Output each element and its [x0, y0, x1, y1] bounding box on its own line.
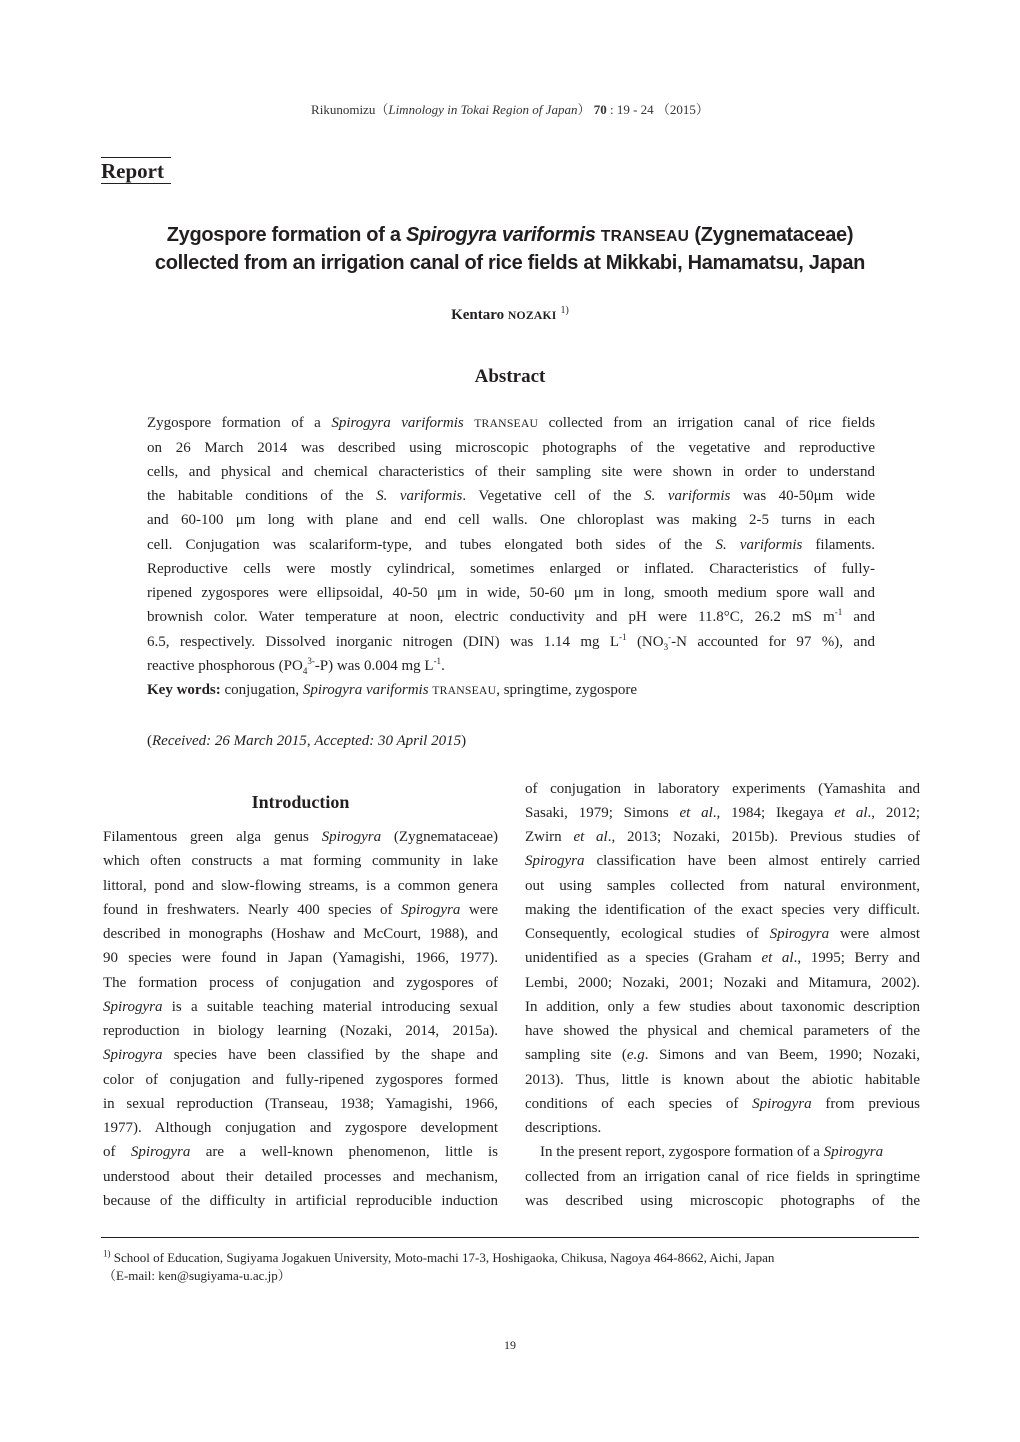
abstract-line: 6.5, respectively. Dissolved inorganic nitrogen (DIN) was 1.14 mg $L^{-1}$ ($NO_3^--N$ accounted for 97 %), and: [147, 632, 876, 652]
body-line-left: The formation process of conjugation and zygospores of: [103, 975, 498, 991]
footnote-mark: 1): [103, 1248, 111, 1259]
abstract-heading: Abstract: [474, 366, 546, 387]
abstract-line: reactive phosphorous $(PO_4^{3-}-P)$ was 0.004 mg $L^{-1}$.: [147, 656, 445, 676]
body-line-left: because of the difficulty in artificial reproducible induction: [103, 1193, 498, 1209]
body-line-left: of Spirogyra are a well-known phenomenon, little is: [103, 1144, 499, 1160]
footnote-line-2: （E-mail: ken@sugiyama-u.ac.jp）: [103, 1268, 291, 1283]
report-rule-top: [101, 157, 171, 158]
body-line-right: was described using microscopic photographs of the: [525, 1193, 920, 1209]
journal-year: （2015）: [656, 102, 709, 117]
keywords: Key words: conjugation, Spirogyra variformis TRANSEAU, springtime, zygospore: [147, 682, 638, 698]
body-line-right: In the present report, zygospore formation of a Spirogyra: [540, 1144, 884, 1160]
received-date: Received: 26 March 2015: [152, 733, 307, 749]
accepted-date: Accepted: 30 April 2015: [314, 733, 462, 749]
body-line-left: understood about their detailed processes and mechanism,: [103, 1169, 498, 1185]
body-line-right: Sasaki, 1979; Simons et al., 1984; Ikegaya et al., 2012;: [525, 805, 921, 821]
body-line-right: 2013). Thus, little is known about the abiotic habitable: [525, 1072, 920, 1088]
journal-volume: 70: [593, 102, 607, 117]
body-line-right: collected from an irrigation canal of rice fields in springtime: [525, 1169, 920, 1185]
body-line-left: described in monographs (Hoshaw and McCourt, 1988), and: [103, 926, 498, 942]
body-line-left: 1977). Although conjugation and zygospore development: [103, 1120, 498, 1136]
running-head: Rikunomizu（Limnology in Tokai Region of Japan） 70 : 19 - 24 （2015）: [311, 102, 709, 117]
author-affiliation-mark: 1): [560, 305, 569, 316]
body-line-right: Zwirn et al., 2013; Nozaki, 2015b). Previous studies of: [525, 829, 921, 845]
report-rule-bottom: [101, 183, 171, 184]
abstract-line: on 26 March 2014 was described using microscopic photographs of the vegetative and reproductive: [147, 440, 875, 456]
body-line-left: Spirogyra is a suitable teaching material introducing sexual: [103, 999, 498, 1015]
abstract-line: cell. Conjugation was scalariform-type, and tubes elongated both sides of the S. variformis filaments.: [147, 537, 875, 553]
body-line-right: making the identification of the exact species very difficult.: [525, 902, 920, 918]
abstract-line: and 60-100 μm long with plane and end cell walls. One chloroplast was making 2-5 turns in each: [147, 512, 875, 528]
body-line-right: In addition, only a few studies about taxonomic description: [525, 999, 920, 1015]
body-line-right: have showed the physical and chemical parameters of the: [525, 1023, 920, 1039]
body-line-left: found in freshwaters. Nearly 400 species of Spirogyra were: [103, 902, 499, 918]
abstract-line: the habitable conditions of the S. variformis. Vegetative cell of the S. variformis was 40-50μm wide: [147, 488, 876, 504]
introduction-heading: Introduction: [251, 792, 350, 812]
body-line-left: Filamentous green alga genus Spirogyra (Zygnemataceae): [103, 829, 498, 845]
received-dates: (Received: 26 March 2015, Accepted: 30 April 2015): [147, 733, 467, 749]
keywords-label: Key words:: [147, 682, 221, 698]
title-line-1: Zygospore formation of a Spirogyra variformis TRANSEAU (Zygnemataceae): [166, 224, 854, 246]
body-line-right: Lembi, 2000; Nozaki, 2001; Nozaki and Mitamura, 2002).: [525, 975, 920, 991]
abstract-line: Reproductive cells were mostly cylindrical, sometimes enlarged or inflated. Characteristics of fully-: [147, 561, 875, 577]
journal-name: Rikunomizu: [311, 102, 376, 117]
body-line-right: out using samples collected from natural environment,: [525, 878, 920, 894]
body-line-left: littoral, pond and slow-flowing streams, is a common genera: [103, 878, 498, 894]
footnote-rule: [101, 1237, 919, 1238]
body-line-right: conditions of each species of Spirogyra from previous: [525, 1096, 920, 1112]
article-type: Report: [101, 159, 164, 183]
abstract-line: cells, and physical and chemical characteristics of their sampling site were shown in order to understand: [147, 464, 875, 480]
author: [0, 307, 1020, 324]
body-line-left: in sexual reproduction (Transeau, 1938; Yamagishi, 1966,: [103, 1096, 498, 1112]
body-line-left: Spirogyra species have been classified by the shape and: [103, 1047, 499, 1063]
title-species: Spirogyra variformis: [405, 224, 596, 246]
author-given: Kentaro: [451, 307, 505, 323]
body-line-right: Consequently, ecological studies of Spirogyra were almost: [525, 926, 920, 942]
journal-subtitle: Limnology in Tokai Region of Japan: [388, 102, 578, 117]
body-line-left: color of conjugation and fully-ripened zygospores formed: [103, 1072, 498, 1088]
body-line-right: of conjugation in laboratory experiments (Yamashita and: [525, 781, 920, 797]
body-line-right: unidentified as a species (Graham et al., 1995; Berry and: [525, 950, 920, 966]
body-line-right: Spirogyra classification have been almost entirely carried: [525, 853, 920, 869]
journal-pages: : 19 - 24: [609, 102, 654, 117]
footnote-line-1: $^{1)}$ School of Education, Sugiyama Jogakuen University, Moto-machi 17-3, Hoshigaoka, Chikusa, Nagoya 464-8662, Aichi, Japan: [103, 1248, 775, 1265]
abstract-line: brownish color. Water temperature at noon, electric conductivity and pH were 11.8°C, 26.2 mS $m^{-1}$ and: [147, 607, 876, 625]
body-line-right: descriptions.: [525, 1120, 602, 1136]
body-line-right: sampling site (e.g. Simons and van Beem, 1990; Nozaki,: [525, 1047, 920, 1063]
body-line-left: 90 species were found in Japan (Yamagishi, 1966, 1977).: [103, 950, 498, 966]
body-line-left: which often constructs a mat forming community in lake: [103, 853, 498, 869]
author-family: NOZAKI: [507, 309, 557, 322]
body-line-left: reproduction in biology learning (Nozaki, 2014, 2015a).: [103, 1023, 498, 1039]
abstract-line: Zygospore formation of a Spirogyra variformis TRANSEAU collected from an irrigation canal of rice fields: [147, 415, 876, 431]
page-number: 19: [504, 1338, 516, 1352]
title-line-2: collected from an irrigation canal of rice fields at Mikkabi, Hamamatsu, Japan: [154, 252, 866, 274]
abstract-line: ripened zygospores were ellipsoidal, 40-50 μm in wide, 50-60 μm in long, smooth medium spore wall and: [147, 585, 875, 601]
title-authority: TRANSEAU: [600, 228, 690, 245]
